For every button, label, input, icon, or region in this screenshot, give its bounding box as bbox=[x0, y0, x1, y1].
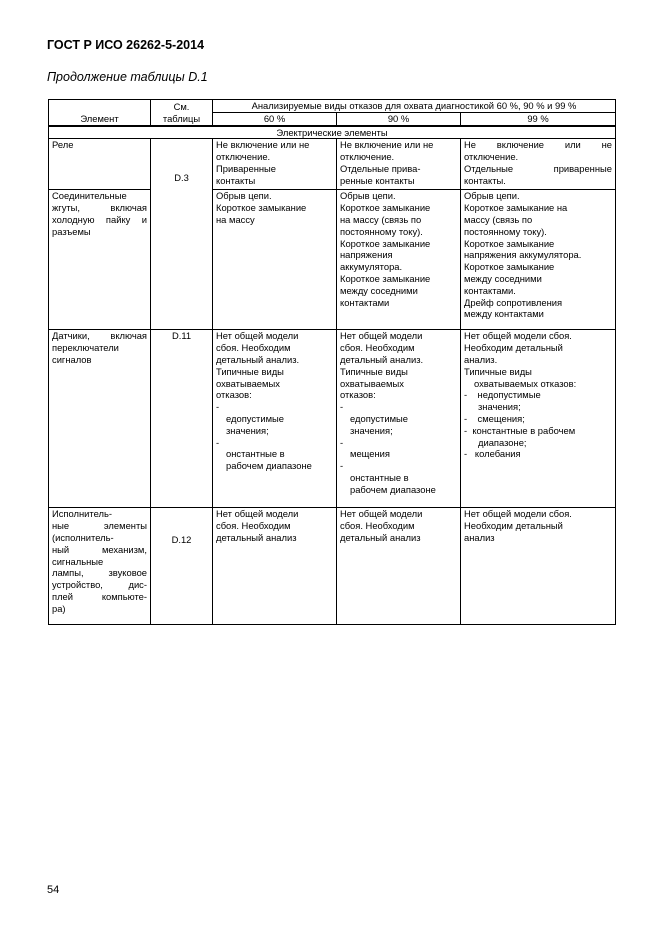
element-cell: Соединительные жгуты, включая холодную пайку и разъемы bbox=[49, 190, 151, 330]
ref-cell: D.11 bbox=[151, 330, 213, 508]
cell-99: Нет общей модели сбоя. Необходим детальный анализ. Типичные виды охватываемых отказов: - недопустимые значения; - смещения; - константные в рабочем диапазоне; - колебания bbox=[461, 330, 616, 508]
cell-99: Не включение или не отключение. Отдельные приваренные контакты. bbox=[461, 139, 616, 190]
cell-60: Обрыв цепи. Короткое замыкание на массу bbox=[213, 190, 337, 330]
ref-cell: D.12 bbox=[151, 508, 213, 625]
cell-90: Нет общей модели сбоя. Необходим детальный анализ bbox=[337, 508, 461, 625]
col-element-header: Элемент bbox=[49, 100, 151, 126]
element-cell: Исполнитель- ные элементы (исполнитель- ный механизм, сигнальные лампы, звуковое устройство, дис- плей компьюте- ра) bbox=[49, 508, 151, 625]
table-row bbox=[49, 139, 616, 190]
cell-99: Обрыв цепи. Короткое замыкание на массу (связь по постоянному току). Короткое замыкание напряжения аккумулятора. Короткое замыкание между соседними контактами. Дрейф сопротивления между контактами bbox=[461, 190, 616, 330]
ref-cell: D.3 bbox=[151, 139, 213, 330]
table-continuation-caption: Продолжение таблицы D.1 bbox=[47, 70, 208, 84]
cell-90: Не включение или не отключение. Отдельные прива- ренные контакты bbox=[337, 139, 461, 190]
col-60-header: 60 % bbox=[213, 112, 337, 125]
cell-99: Нет общей модели сбоя. Необходим детальный анализ bbox=[461, 508, 616, 625]
document-title: ГОСТ Р ИСО 26262-5-2014 bbox=[47, 38, 205, 52]
failure-modes-table bbox=[48, 99, 616, 625]
table-header-row bbox=[49, 100, 616, 113]
element-cell: Датчики, включая переключатели сигналов bbox=[49, 330, 151, 508]
table-row bbox=[49, 508, 616, 625]
table-row bbox=[49, 190, 616, 330]
col-analyzed-header: Анализируемые виды отказов для охвата диагностикой 60 %, 90 % и 99 % bbox=[213, 100, 616, 113]
cell-60: Не включение или не отключение. Приваренные контакты bbox=[213, 139, 337, 190]
section-row bbox=[49, 126, 616, 139]
section-title: Электрические элементы bbox=[49, 126, 616, 139]
element-cell: Реле bbox=[49, 139, 151, 190]
col-90-header: 90 % bbox=[337, 112, 461, 125]
page-number: 54 bbox=[47, 884, 60, 896]
cell-60: Нет общей модели сбоя. Необходим детальный анализ bbox=[213, 508, 337, 625]
cell-90: Обрыв цепи. Короткое замыкание на массу (связь по постоянному току). Короткое замыкание напряжения аккумулятора. Короткое замыкание между соседними контактами bbox=[337, 190, 461, 330]
col-99-header: 99 % bbox=[461, 112, 616, 125]
table-row bbox=[49, 330, 616, 508]
cell-60: Нет общей модели сбоя. Необходим детальный анализ. Типичные виды охватываемых отказов: - едопустимые значения; - онстантные в рабочем диапазоне bbox=[213, 330, 337, 508]
col-ref-header: См. таблицы bbox=[151, 100, 213, 126]
cell-90: Нет общей модели сбоя. Необходим детальный анализ. Типичные виды охватываемых отказов: - едопустимые значения; - мещения - онстантные в рабочем диапазоне bbox=[337, 330, 461, 508]
